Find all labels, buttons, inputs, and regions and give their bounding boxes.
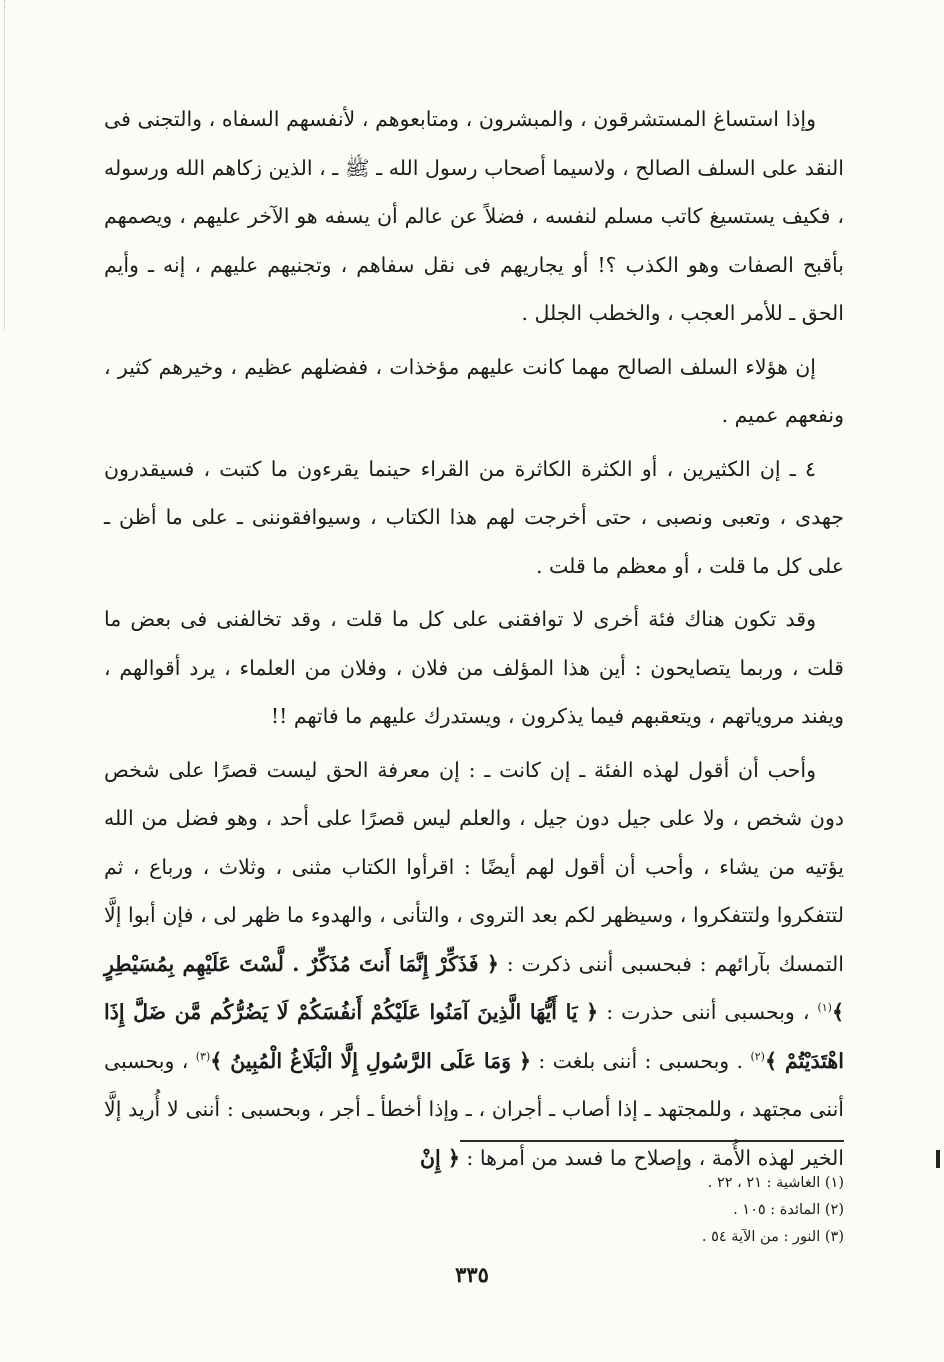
footnote-1: (١) الغاشية : ٢١ ، ٢٢ . [707, 1175, 844, 1191]
paragraph-2: إن هؤلاء السلف الصالح مهما كانت عليهم مؤخذات ، ففضلهم عظيم ، وخيرهم كثير ، ونفعهم عميم . [104, 354, 844, 427]
paragraph-1: وإذا استساغ المستشرقون ، والمبشرون ، ومتابعوهم ، لأنفسهم السفاه ، والتجنى فى النقد على السلف الصالح ، ولاسيما أصحاب رسول الله ـ ﷺ ـ ، الذين زكاهم الله ورسوله ، فكيف يستسيغ كاتب مسلم لنفسه ، فضلاً عن عالم أن يسفه هو الآخر عليهم ، ويصمهم بأقبح الصفات وهو الكذب ؟! أو يجاريهم فى نقل سفاهم ، وتجنيهم عليهم ، إنه ـ وأيم الحق ـ للأمر العجب ، والخطب الجلل . [104, 107, 844, 325]
footnote-ref-3: (٣) [195, 1049, 211, 1063]
footnote-3: (٣) النور : من الآية ٥٤ . [701, 1229, 844, 1245]
paragraph-5 [104, 746, 844, 1183]
paragraph-5-text-d: ، وبحسبى أننى مجتهد ، وللمجتهد ـ إذا أصاب ـ أجران ، ـ وإذا أخطأ ـ أجر ، وبحسبى : أننى لا أُريد إلَّا الخير لهذه الأُمة ، وإصلاح ما فسد من أمرها : [104, 1048, 844, 1170]
footnotes [480, 1170, 844, 1251]
paragraph-5-text-b: ، وبحسبى أننى حذرت : [606, 1000, 810, 1024]
paragraph-4: وقد تكون هناك فئة أخرى لا توافقنى على كل ما قلت ، وقد تخالفنى فى بعض ما قلت ، وربما يتصايحون : أين هذا المؤلف من فلان ، وفلان من العلماء ، يرد أقوالهم ، ويفند مروياتهم ، ويتعقبهم فيما يذكرون ، ويستدرك عليهم ما فاتهم !! [104, 607, 844, 728]
quran-verse-2: ﴿ يَا أَيُّهَا الَّذِينَ آمَنُوا عَلَيْكُمْ أَنفُسَكُمْ لَا يَضُرُّكُم مَّن ضَلَّ إِذَا اهْتَدَيْتُمْ ﴾ [104, 1000, 844, 1073]
paragraph-5-text-a: وأحب أن أقول لهذه الفئة ـ إن كانت ـ : إن معرفة الحق ليست قصرًا على شخص دون شخص ، ولا على جيل دون جيل ، والعلم ليس قصرًا على أحد ، وهو فضل من الله يؤتيه من يشاء ، وأحب أن أقول لهم أيضًا : اقرأوا الكتاب مثنى ، وثلاث ، ورباع ، ثم لتتفكروا ولتتفكروا ، وسيظهر لكم بعد التروى ، والتأنى ، والهدوء ما ظهر لى ، فإن أبوا إلَّا التمسك بآرائهم : فبحسبى أننى ذكرت : [104, 757, 844, 976]
main-text [104, 95, 844, 1187]
quran-verse-3: ﴿ وَمَا عَلَى الرَّسُولِ إِلَّا الْبَلَاغُ الْمُبِينُ ﴾ [210, 1048, 532, 1073]
scan-edge-dot [936, 1150, 940, 1168]
footnote-separator [460, 1140, 844, 1142]
scan-edge-mark [4, 0, 6, 330]
paragraph-5-text-c: . وبحسبى : أننى بلغت : [538, 1048, 744, 1073]
footnote-ref-1: (١) [817, 1001, 832, 1015]
quran-verse-1: ﴿ فَذَكِّرْ إِنَّمَا أَنتَ مُذَكِّرٌ . لَّسْتَ عَلَيْهِم بِمُسَيْطِرٍ ﴾ [104, 951, 844, 1024]
page-number: ٣٣٥ [455, 1262, 489, 1287]
footnote-ref-2: (٢) [750, 1049, 765, 1063]
paragraph-3: ٤ ـ إن الكثيرين ، أو الكثرة الكاثرة من القراء حينما يقرءون ما كتبت ، فسيقدرون جهدى ، وتعبى ونصبى ، حتى أخرجت لهم هذا الكتاب ، وسيوافقوننى ـ على ما أظن ـ على كل ما قلت ، أو معظم ما قلت . [104, 456, 844, 578]
quran-verse-4: ﴿ إِنْ [419, 1145, 460, 1170]
footnote-2: (٢) المائدة : ١٠٥ . [733, 1202, 844, 1218]
